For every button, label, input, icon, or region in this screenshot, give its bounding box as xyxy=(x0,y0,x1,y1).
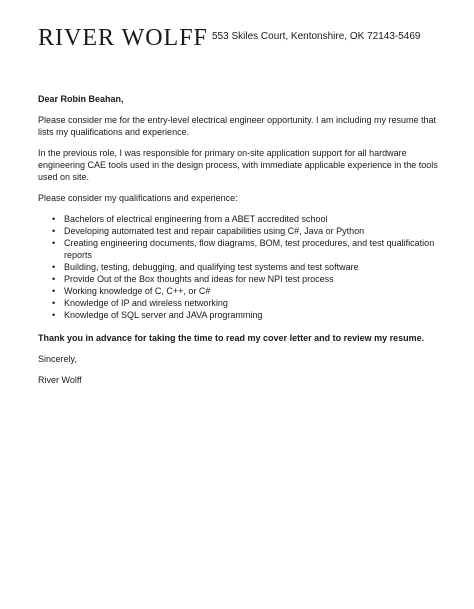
list-item-text: Bachelors of electrical engineering from a ABET accredited school xyxy=(64,214,328,224)
list-item xyxy=(52,225,440,237)
list-item-text: Building, testing, debugging, and qualifying test systems and test software xyxy=(64,262,359,272)
applicant-address: 553 Skiles Court, Kentonshire, OK 72143-5469 xyxy=(212,31,421,42)
list-item xyxy=(52,273,440,285)
signature-name: River Wolff xyxy=(38,375,82,385)
letter-body xyxy=(38,93,440,395)
closing-note: Thank you in advance for taking the time to read my cover letter and to review my resume. xyxy=(38,333,425,343)
list-item xyxy=(52,309,440,321)
list-item-text: Creating engineering documents, flow diagrams, BOM, test procedures, and test qualification reports xyxy=(64,238,435,260)
qualifications-list xyxy=(38,213,440,321)
list-item-text: Provide Out of the Box thoughts and ideas for new NPI test process xyxy=(64,274,334,284)
list-item xyxy=(52,285,440,297)
list-item xyxy=(52,237,440,261)
list-item xyxy=(52,297,440,309)
qualifications-intro: Please consider my qualifications and experience: xyxy=(38,193,238,203)
bullet-icon: • xyxy=(52,226,56,236)
applicant-name: RIVER WOLFF xyxy=(38,25,208,51)
sign-off: Sincerely, xyxy=(38,354,77,364)
letter-header xyxy=(38,24,458,52)
bullet-icon: • xyxy=(52,298,56,308)
bullet-icon: • xyxy=(52,214,56,224)
experience-paragraph: In the previous role, I was responsible for primary on-site application support for all hardware engineering CAE tools used in the design process, with immediate applicable experience in the tools used on site. xyxy=(38,148,438,182)
list-item-text: Developing automated test and repair capabilities using C#, Java or Python xyxy=(64,226,365,236)
list-item-text: Knowledge of SQL server and JAVA programming xyxy=(64,310,263,320)
bullet-icon: • xyxy=(52,310,56,320)
list-item xyxy=(52,213,440,225)
intro-paragraph: Please consider me for the entry-level electrical engineer opportunity. I am including my resume that lists my qualifications and experience. xyxy=(38,115,437,137)
bullet-icon: • xyxy=(52,262,56,272)
bullet-icon: • xyxy=(52,286,56,296)
salutation: Dear Robin Beahan, xyxy=(38,94,124,104)
list-item-text: Knowledge of IP and wireless networking xyxy=(64,298,228,308)
list-item-text: Working knowledge of C, C++, or C# xyxy=(64,286,211,296)
list-item xyxy=(52,261,440,273)
bullet-icon: • xyxy=(52,238,56,248)
bullet-icon: • xyxy=(52,274,56,284)
